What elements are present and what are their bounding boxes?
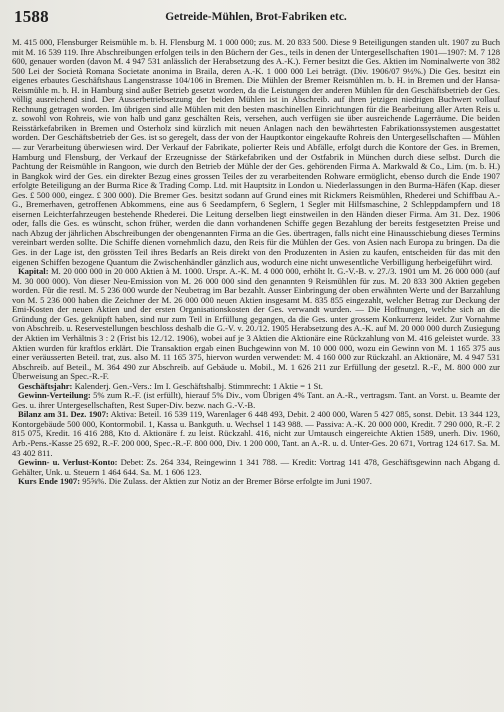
section-label: Gewinn-Verteilung:: [18, 390, 91, 401]
share-price-section: [12, 477, 500, 487]
paragraph-text: M. 415 000, Flensburger Reismühle m. b. H. Flensburg M. 1 000 000; zus. M. 20 833 500. Diese 9 Beteiligungen standen ult. 1907 zu Buch mit M. 16 539 119. Ihre Abschreibungen erfolgen teils in den Büchern der Ges., teils in denen der Untergesellschaften 1901—1907: M. 7 128 600, genauer worden (davon M. 4 947 531 anlässlich der Herabsetzung des A.-K.). Ferner besitzt die Ges. Aktien im Nominalwerte von 382 500 Lei der Società Romana Societate anonima in Braila, deren A.-K. 1 000 000 Lei beträgt. (Div. 1906/07 9½%.) Die Ges. besitzt ein eigenes erbautes Geschäftshaus Langenstrasse 104/106 in Bremen. Die Mühlen der Bremer Reismühlen m. b. H. in Bremen und der Hansa-Reismühle m. b. H. in Hamburg sind außer Betrieb gesetzt worden, da die Leistungen der anderen Mühlen für den Geschäftsbetrieb der Ges. völlig ausreichend sind. Der Ausserbetriebsetzung der beiden Mühlen ist in Abschreib. auf ihren jetzigen niedrigen Buchwert vollauf Rechnung getragen worden. Im übrigen sind alle Mühlen mit den besten maschinellen Einrichtungen für die Bearbeitung aller Arten Reis u. z. sowohl von Rohreis, wie von halb und ganz geschälten Reis, versehen, auch verfügen sie über ausreichende Lagerräume. Die beiden Reisstärkefabriken in Bremen und Osterholz sind kürzlich mit neuen Anlagen nach den bewährtesten Fabrikationssystemen ausgestattet worden. Der Geschäftsbetrieb der Ges. ist so geregelt, dass der von der Hauptkontor eingekaufte Rohreis den Untergesellschaften — Mühlen — zur Verarbeitung überwiesen wird. Der Verkauf der Fabrikate, polierter Reis und Abfälle, erfolgt durch die Kontore der Ges. in Bremen, Hamburg und Flensburg, der Verkauf der Erzeugnisse der Stärkefabriken und der Ostfabrik in München durch diese selbst. Durch die Pachtung der Reismühle in Rangoon, wie durch den Betrieb der Mühle der der Ges. gehörenden Firma A. Markwald & Co., Lim. (m. b. H.) in Bangkok wird der Ges. ein direkter Bezug eines grossen Teiles der zu verarbeitenden Rohware ermöglicht, ebenso durch die Ende 1907 erfolgte Beteiligung an der Burma Rice & Trading Comp. Ltd. mit Hauptsitz in London u. Niederlassungen in den Burma-Häfen (Kap. dieser Ges. £ 500 000, eingez. £ 300 000). Die Bremer Ges. besitzt sodann auf Grund eines mit Rickmers Reismühlen, Rhederei und Schiffbau A.-G., Bremerhaven, getroffenen Abkommens, eine aus 6 Seedampfern, 6 Seglern, 1 Segler mit Hilfsmaschine, 2 Schleppdampfern und 18 eisernen Leichterfahrzeugen bestehende Rhederei. Die Leitung derselben liegt einstweilen in den Händen dieser Firma. Am 31. Dez. 1906 oder, falls die Ges. es wünscht, schon früher, werden die dann vorhandenen Schiffe gegen Bezahlung der bereits festgesetzten Preise und nach Abzug der jährlichen Abschreibungen der obengenannten Firma an die Ges. übertragen, falls nicht eine Hinausschiebung dieses Termins vereinbart werden sollte. Die Schiffe dienen vornehmlich dazu, den Reis für die Mühlen der Ges. von Asien nach Europa zu bringen. Da die Ges. in der Lage ist, den grössten Teil ihres Bedarfs an Reis direkt von den Produzenten in Asien zu kaufen, entscheiden für das mit den eigenen Schiffen bezogene Quantum die Zwischenhändler gänzlich aus, wodurch eine nicht unwesentliche Verbilligung herbeigeführt wird.: [12, 38, 500, 267]
section-label: Gewinn- u. Verlust-Konto:: [18, 457, 118, 468]
section-label: Bilanz am 31. Dez. 1907:: [18, 409, 109, 420]
section-label: Kurs Ende 1907:: [18, 476, 81, 487]
section-text: 5% zum R.-F. (ist erfüllt), hierauf 5% Div., vom Übrigen 4% Tant. an A.-R., vertragsm. Tant. an Vorst. u. Beamte der Ges. u. ihrer Untergesellschaften, Rest Super-Div. bezw. nach G.-V.-B.: [12, 390, 500, 410]
page-header: [14, 6, 498, 28]
page-number: 1588: [14, 7, 49, 26]
section-text: Aktiva: Beteil. 16 539 119, Warenlager 6 448 493, Debit. 2 400 000, Waren 5 427 085, sonst. Debit. 13 344 123, Kontorgebäude 500 000, Kontormobil. 1, Kassa u. Bankguth. u. Wechsel 1 143 988. — Passiva: A.-K. 20 000 000, Kredit. 7 290 000, R.-F. 2 815 075, Kredit. 16 416 288, Kto d. Aktionäre f. zu leist. Rückzahl. 416, nicht zur Umtausch eingereichte Aktien 1589, unerh. Div. 1960, Arb.-Pens.-Kasse 25 692, R.-F. 200 000, Spec.-R.-F. 800 000, Div. 1 200 000, Tant. an A.-R. u. d. Unter-Ges. 20 671, Vortrag 124 617. Sa. M. 43 402 811.: [12, 409, 500, 458]
running-head: Getreide-Mühlen, Brot-Fabriken etc.: [165, 11, 347, 23]
company-description: [12, 38, 500, 267]
section-text: 95⅝%. Die Zulass. der Aktien zur Notiz an der Bremer Börse erfolgte im Juni 1907.: [80, 476, 372, 487]
profit-distribution-section: [12, 391, 500, 410]
capital-section: [12, 267, 500, 382]
article-body: [12, 38, 500, 712]
section-label: Geschäftsjahr:: [18, 380, 73, 391]
balance-sheet-section: [12, 410, 500, 458]
section-text: Debet: Zs. 264 334, Reingewinn 1 341 788. — Kredit: Vortrag 141 478, Geschäftsgewinn nach Abgang d. Gehälter, Unk. u. Steuern 1 464 644. Sa. M. 1 606 123.: [12, 457, 500, 477]
section-text: Kalenderj. Gen.-Vers.: Im I. Geschäftshalbj. Stimmrecht: 1 Aktie = 1 St.: [72, 380, 323, 391]
section-label: Kapital:: [18, 266, 49, 277]
section-text: M. 20 000 000 in 20 000 Aktien à M. 1000. Urspr. A.-K. M. 4 000 000, erhöht lt. G.-V.-B. v. 27./3. 1901 um M. 26 000 000 (auf M. 30 000 000). Von dieser Neu-Emission von M. 26 000 000 sind den genannten 9 Reismühlen für zus. M. 20 833 300 Aktien gegeben worden. Für die restl. M. 5 236 000 wurde der Neubetrag im Bar bezahlt. Ausser Einbringung der oben erwähnten Werte und der Barzahlung von M. 5 236 000 haben die Zeichner der M. 26 000 000 neuen Aktien insgesamt M. 835 855 eingezahlt, welcher Betrag zur Deckung der Emi-Kosten der neuen Aktien und der ersten Organisationskosten der Ges. verwandt wurden. — Die Hoffnungen, welche sich an die Gründung der Ges. geknüpft haben, sind nur zum Teil in Erfüllung gegangen, da die Ges. unter grossem Konkurrenz leidet. Zur Vornahme von Abschreib. u. Reservestellungen beschloss deshalb die G.-V. v. 20./12. 1905 Herabsetzung des A.-K. auf M. 20 000 000 durch Zusiegung der Aktien im Verhältnis 3 : 2 (Frist bis 12./12. 1906), wobei auf je 3 Aktien die Aktionäre eine Rückzahlung von M. 416 geleistet wurde. 33 Aktien wurden für kraftlos erklärt. Die Transaktion ergab einen Buchgewinn von M. 10 000 000, wozu ein Gewinn von M. 1 165 375 aus einer veräusserten Beteil. trat, zus. also M. 11 165 375, hiervon wurden verwendet: M. 4 160 000 zur Rückzahl. an Aktionäre, M. 4 947 531 Abschreib. auf Beteil., M. 364 490 zur Abschreib. auf Gebäude u. Mobil., M. 1 626 211 zur Erfüllung der gesetzl. R.-F., M. 800 000 zur Überweisung an Spec.-R.-F.: [12, 266, 500, 382]
profit-loss-section: [12, 458, 500, 477]
